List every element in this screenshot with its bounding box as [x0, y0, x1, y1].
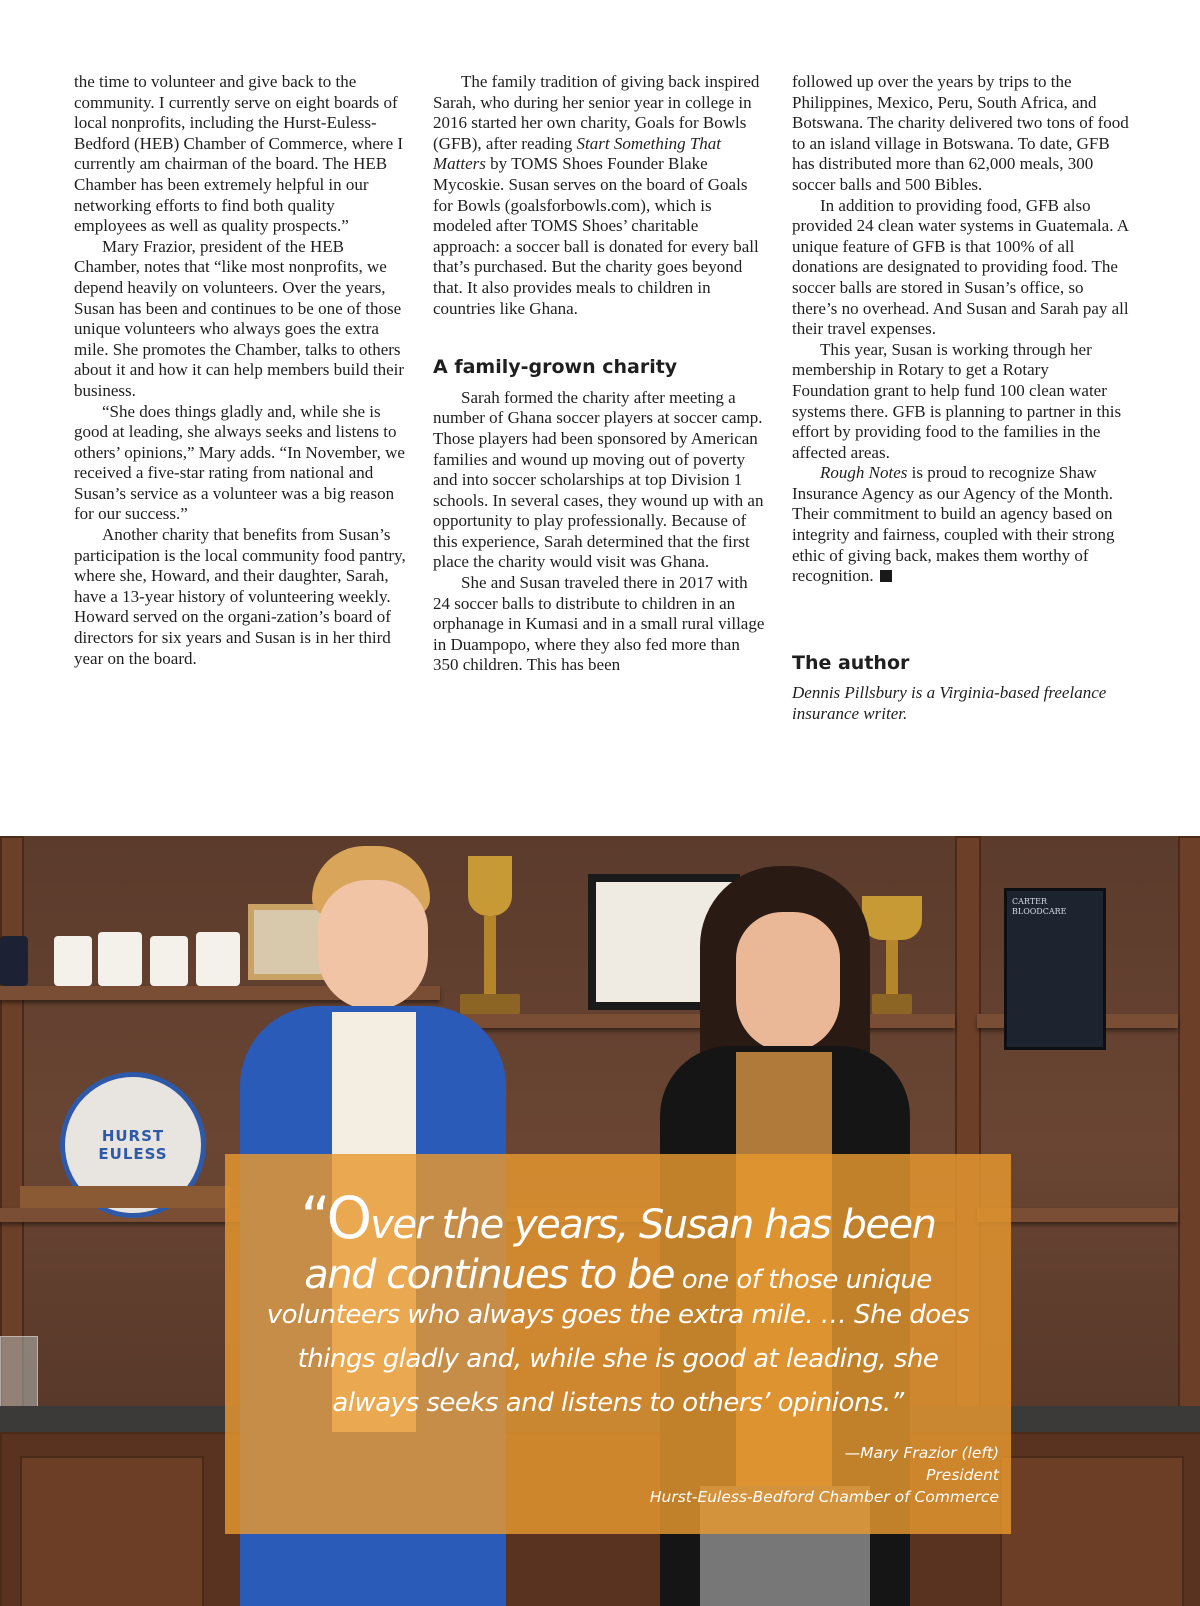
paragraph-text: is proud to recognize Shaw Insurance Agency as our Agency of the Month. Their commitment to build an agency based on integrity and fairness, coupled with their strong ethic of giving back, makes them worthy of recognition.: [792, 463, 1115, 586]
shelf-frame: [0, 836, 24, 1410]
quote-attribution-name: —Mary Frazior (left): [844, 1444, 999, 1462]
quote-attribution-title: President: [926, 1466, 999, 1484]
section-heading: A family-grown charity: [433, 356, 678, 379]
glass: [0, 1336, 38, 1408]
face: [736, 912, 840, 1052]
paragraph: [433, 72, 768, 319]
gavel-block: [20, 1186, 230, 1208]
paragraph: followed up over the years by trips to the Philippines, Mexico, Peru, South Africa, and Botswana. The charity delivered two tons of food to an island village in Botswana. To date, GFB has distributed more than 62,000 meals, 300 soccer balls and 500 Bibles.: [792, 72, 1129, 194]
quote-text: and continues to be: [304, 1252, 675, 1298]
article-column-2: [433, 72, 768, 676]
article-column-1: [74, 72, 409, 669]
shelf-frame: [1178, 836, 1200, 1410]
quote-open: “O: [300, 1184, 371, 1252]
quote-attribution-org: Hurst-Euless-Bedford Chamber of Commerce: [649, 1488, 999, 1506]
paragraph: Mary Frazior, president of the HEB Chamber, notes that “like most nonprofits, we depend heavily on volunteers. Over the years, Susan has been and continues to be one of those unique volunteers who always goes the extra mile. She promotes the Chamber, talks to others about it and how it can help members build their business.: [74, 236, 405, 400]
paragraph: Another charity that benefits from Susan’s participation is the local community food pantry, where she, Howard, and their daughter, Sarah, have a 13-year history of volunteering weekly. Howard served on the organi-zation’s board of directors for six years and Susan is in her third year on the board.: [74, 525, 406, 668]
paragraph: the time to volunteer and give back to the community. I currently serve on eight boards of local nonprofits, including the Hurst-Euless-Bedford (HEB) Chamber of Commerce, where I currently am chairman of the board. The HEB Chamber has been extremely helpful in our networking efforts to find both quality employees as well as quality prospects.”: [74, 72, 404, 236]
plate-text: HURST EULESS: [98, 1127, 168, 1163]
pull-quote-line: [225, 1184, 1011, 1252]
quote-text: ver the years, Susan has been: [370, 1202, 936, 1248]
cabinet-door: [1000, 1456, 1184, 1606]
plaque-text: CARTER BLOODCARE: [1012, 897, 1067, 916]
paragraph: [792, 463, 1130, 587]
pull-quote-box: [225, 1154, 1011, 1534]
pull-quote-line: always seeks and listens to others’ opinions.”: [332, 1388, 904, 1418]
author-heading: The author: [792, 651, 910, 674]
paragraph-text: by TOMS Shoes Founder Blake Mycoskie. Susan serves on the board of Goals for Bowls (goalsforbowls.com), which is modeled after TOMS Shoes’ charitable approach: a soccer ball is donated for every ball that’s purchased. But the charity goes beyond that. It also provides meals to children in countries like Ghana.: [433, 154, 759, 318]
quote-text: one of those unique: [674, 1265, 932, 1295]
paragraph: In addition to providing food, GFB also provided 24 clean water systems in Guatemala. A unique feature of GFB is that 100% of all donations are designated to providing food. The soccer balls are stored in Susan’s office, so there’s no overhead. And Susan and Sarah pay all their travel expenses.: [792, 195, 1129, 339]
pull-quote-line: [225, 1252, 1011, 1298]
paragraph: “She does things gladly and, while she is good at leading, she always seeks and listens to others’ opinions,” Mary adds. “In November, we received a five-star rating from national and Susan’s service as a volunteer was a big reason for our success.”: [74, 401, 405, 524]
award-plaque: [1004, 888, 1106, 1050]
cabinet-door: [20, 1456, 204, 1606]
end-mark-icon: [880, 570, 892, 582]
book-title: Start Something That Matters: [433, 133, 722, 174]
paragraph: This year, Susan is working through her membership in Rotary to get a Rotary Foundation grant to help fund 100 clean water systems there. GFB is planning to partner in this effort by providing food to the families in the affected areas.: [792, 339, 1122, 462]
pull-quote-line: volunteers who always goes the extra mile. … She does: [266, 1300, 970, 1330]
paragraph: She and Susan traveled there in 2017 with 24 soccer balls to distribute to children in an orphanage in Kumasi and in a small rural village in Duampopo, where they also fed more than 350 children. This has been: [433, 573, 765, 675]
publication-name: Rough Notes: [820, 463, 908, 483]
mug: [54, 936, 92, 986]
paragraph-text: The family tradition of giving back inspired Sarah, who during her senior year in college in 2016 started her own charity, Goals for Bowls (GFB), after reading: [433, 72, 760, 153]
article-column-3: [792, 72, 1130, 725]
mug: [150, 936, 188, 986]
author-bio: Dennis Pillsbury is a Virginia-based freelance insurance writer.: [792, 683, 1107, 724]
pull-quote-line: things gladly and, while she is good at leading, she: [297, 1344, 939, 1374]
face: [318, 880, 428, 1010]
paragraph: Sarah formed the charity after meeting a number of Ghana soccer players at soccer camp. Those players had been sponsored by American families and wound up moving out of poverty and into soccer scholarships at top Division 1 schools. In several cases, they wound up with an opportunity to play professionally. Because of this experience, Sarah determined that the first place the charity would visit was Ghana.: [433, 387, 764, 572]
mug: [0, 936, 28, 986]
mug: [98, 932, 142, 986]
